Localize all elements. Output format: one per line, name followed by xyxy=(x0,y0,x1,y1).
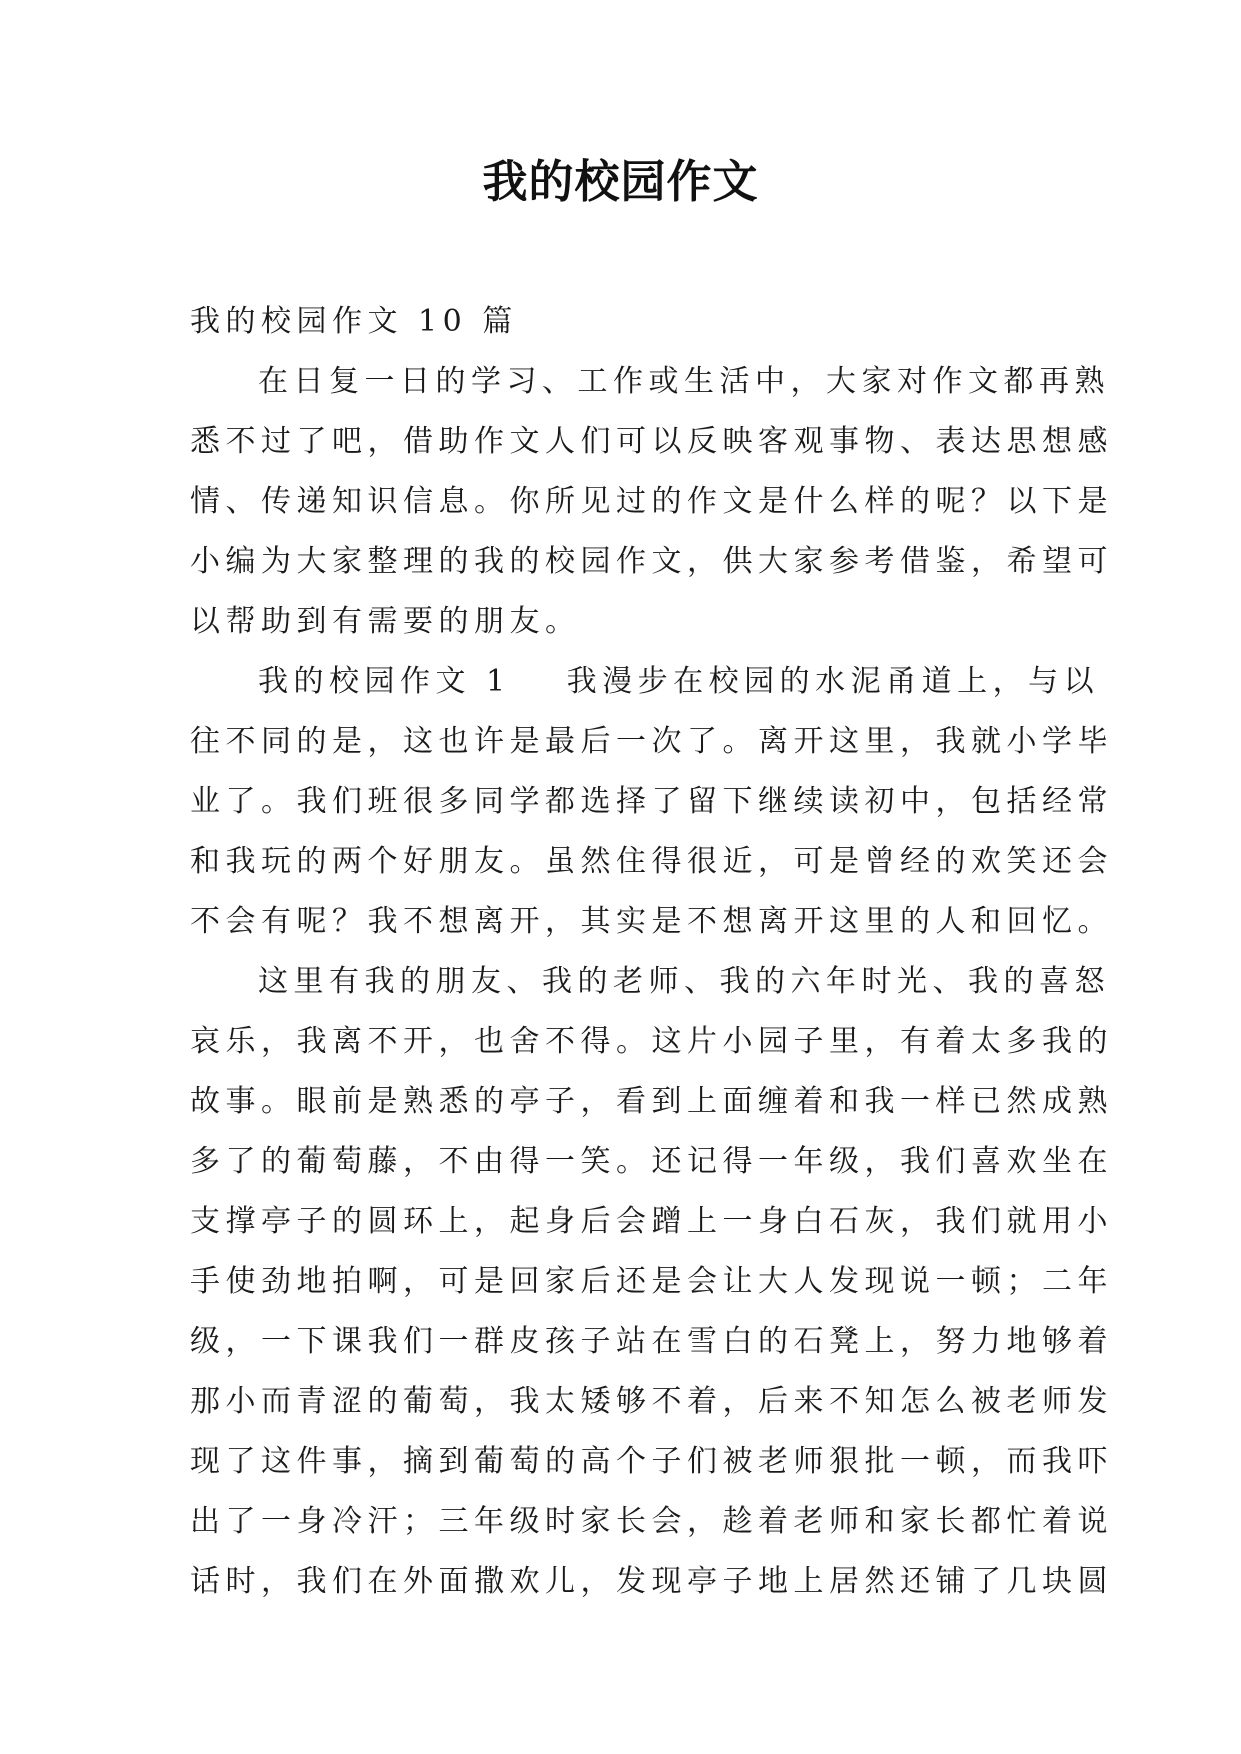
paragraph-line: 哀乐，我离不开，也舍不得。这片小园子里，有着太多我的 xyxy=(190,1024,1113,1059)
essay1-line-start: 我漫步在校园的水泥甬道上，与以 xyxy=(566,664,1100,699)
intro-line: 小编为大家整理的我的校园作文，供大家参考借鉴，希望可 xyxy=(190,544,1113,579)
paragraph-line: 话时，我们在外面撒欢儿，发现亭子地上居然还铺了几块圆 xyxy=(190,1564,1113,1599)
intro-line: 在日复一日的学习、工作或生活中，大家对作文都再熟 xyxy=(258,364,1110,399)
paragraph-line: 级，一下课我们一群皮孩子站在雪白的石凳上，努力地够着 xyxy=(190,1324,1113,1359)
essay1-line: 和我玩的两个好朋友。虽然住得很近，可是曾经的欢笑还会 xyxy=(190,844,1113,879)
paragraph-line: 那小而青涩的葡萄，我太矮够不着，后来不知怎么被老师发 xyxy=(190,1384,1113,1419)
paragraph-line: 手使劲地拍啊，可是回家后还是会让大人发现说一顿；二年 xyxy=(190,1264,1113,1299)
intro-line: 情、传递知识信息。你所见过的作文是什么样的呢？以下是 xyxy=(190,484,1113,519)
essay1-heading: 我的校园作文 1 xyxy=(258,664,511,699)
paragraph-line: 支撑亭子的圆环上，起身后会蹭上一身白石灰，我们就用小 xyxy=(190,1204,1113,1239)
paragraph-line: 现了这件事，摘到葡萄的高个子们被老师狠批一顿，而我吓 xyxy=(190,1444,1113,1479)
essay1-first-line xyxy=(190,652,1100,712)
intro-line: 悉不过了吧，借助作文人们可以反映客观事物、表达思想感 xyxy=(190,424,1113,459)
intro-line: 以帮助到有需要的朋友。 xyxy=(190,604,581,639)
paragraph-line: 多了的葡萄藤，不由得一笑。还记得一年级，我们喜欢坐在 xyxy=(190,1144,1113,1179)
paragraph-line: 出了一身冷汗；三年级时家长会，趁着老师和家长都忙着说 xyxy=(190,1504,1113,1539)
document-subtitle: 我的校园作文 10 篇 xyxy=(190,304,518,339)
paragraph-line: 故事。眼前是熟悉的亭子，看到上面缠着和我一样已然成熟 xyxy=(190,1084,1113,1119)
paragraph-line: 这里有我的朋友、我的老师、我的六年时光、我的喜怒 xyxy=(258,964,1110,999)
essay1-line: 业了。我们班很多同学都选择了留下继续读初中，包括经常 xyxy=(190,784,1113,819)
page-title: 我的校园作文 xyxy=(482,155,759,208)
essay1-line: 不会有呢？我不想离开，其实是不想离开这里的人和回忆。 xyxy=(190,904,1113,939)
document-body xyxy=(190,292,1113,1612)
essay1-line: 往不同的是，这也许是最后一次了。离开这里，我就小学毕 xyxy=(190,724,1113,759)
